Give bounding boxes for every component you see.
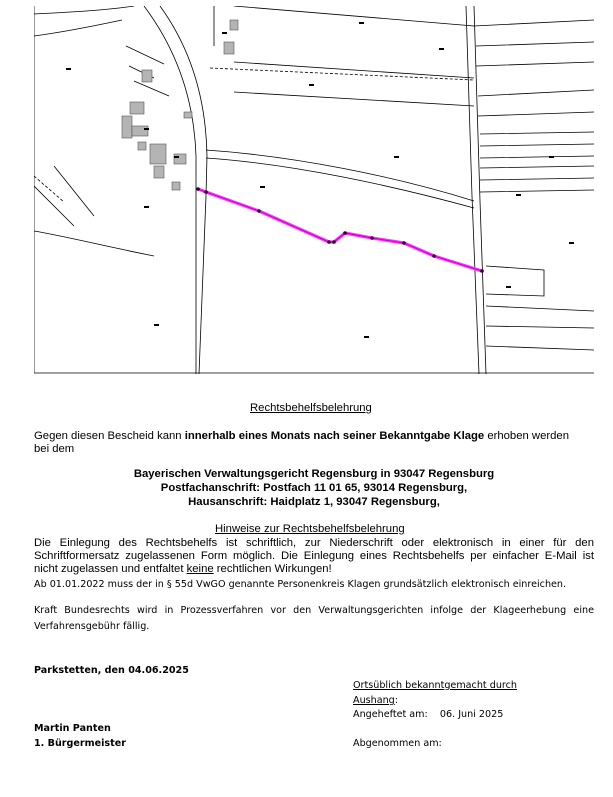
removed-label: Abgenommen am: xyxy=(353,738,442,749)
posted-label: Angeheftet am: xyxy=(353,709,428,720)
intro-line-2: bei dem xyxy=(34,443,75,455)
notes-line-3 xyxy=(34,563,332,576)
notes-line-1: Die Einlegung des Rechtsbehelfs ist schriftlich, zur Niederschrift oder elektronisch in einer für den xyxy=(34,537,594,549)
notes-line-2: Schriftformersatz zugelassenen Form möglich. Die Einlegung eines Rechtsbehelfs per einfacher E-Mail ist xyxy=(34,550,594,562)
notes-keine: keine xyxy=(186,563,214,575)
intro-bold: innerhalb eines Monats nach seiner Bekanntgabe Klage xyxy=(184,430,485,442)
notice-colon: : xyxy=(394,695,399,706)
notice-line-2 xyxy=(353,694,398,707)
place-date: Parkstetten, den 04.06.2025 xyxy=(34,665,189,676)
notes-line-3b: rechtlichen Wirkungen! xyxy=(213,563,332,575)
intro-line-1 xyxy=(34,430,569,443)
intro-part1: Gegen diesen Bescheid kann xyxy=(34,430,185,442)
posted-row xyxy=(353,708,503,721)
notice-aushang: Aushang xyxy=(353,695,395,706)
signatory-name: Martin Panten xyxy=(34,723,111,734)
notes-line-3a: nicht zugelassen und entfaltet xyxy=(34,563,187,575)
court-postal-address: Postfachanschrift: Postfach 11 01 65, 93014 Regensburg, xyxy=(160,482,468,494)
notes-line-4: Ab 01.01.2022 muss der in § 55d VwGO genannte Personenkreis Klagen grundsätzlich elektronisch einreichen. xyxy=(34,579,567,590)
highlighted-parcel xyxy=(196,187,484,273)
court-house-address: Hausanschrift: Haidplatz 1, 93047 Regensburg, xyxy=(188,496,440,508)
fee-line-1: Kraft Bundesrechts wird in Prozessverfahren vor den Verwaltungsgerichten infolge der Klageerhebung eine xyxy=(34,605,594,616)
legal-remedy-heading: Rechtsbehelfsbelehrung xyxy=(250,402,372,414)
notes-heading: Hinweise zur Rechtsbehelfsbelehrung xyxy=(215,523,405,535)
notice-line-1: Ortsüblich bekanntgemacht durch xyxy=(353,680,517,691)
signatory-title: 1. Bürgermeister xyxy=(34,738,126,749)
intro-part2: erhoben werden xyxy=(484,430,569,442)
fee-line-2: Verfahrensgebühr fällig. xyxy=(34,621,150,632)
posted-date: 06. Juni 2025 xyxy=(439,709,504,720)
site-map xyxy=(34,6,594,374)
court-name: Bayerischen Verwaltungsgericht Regensburg in 93047 Regensburg xyxy=(133,468,495,480)
cadastral-map xyxy=(34,6,594,374)
